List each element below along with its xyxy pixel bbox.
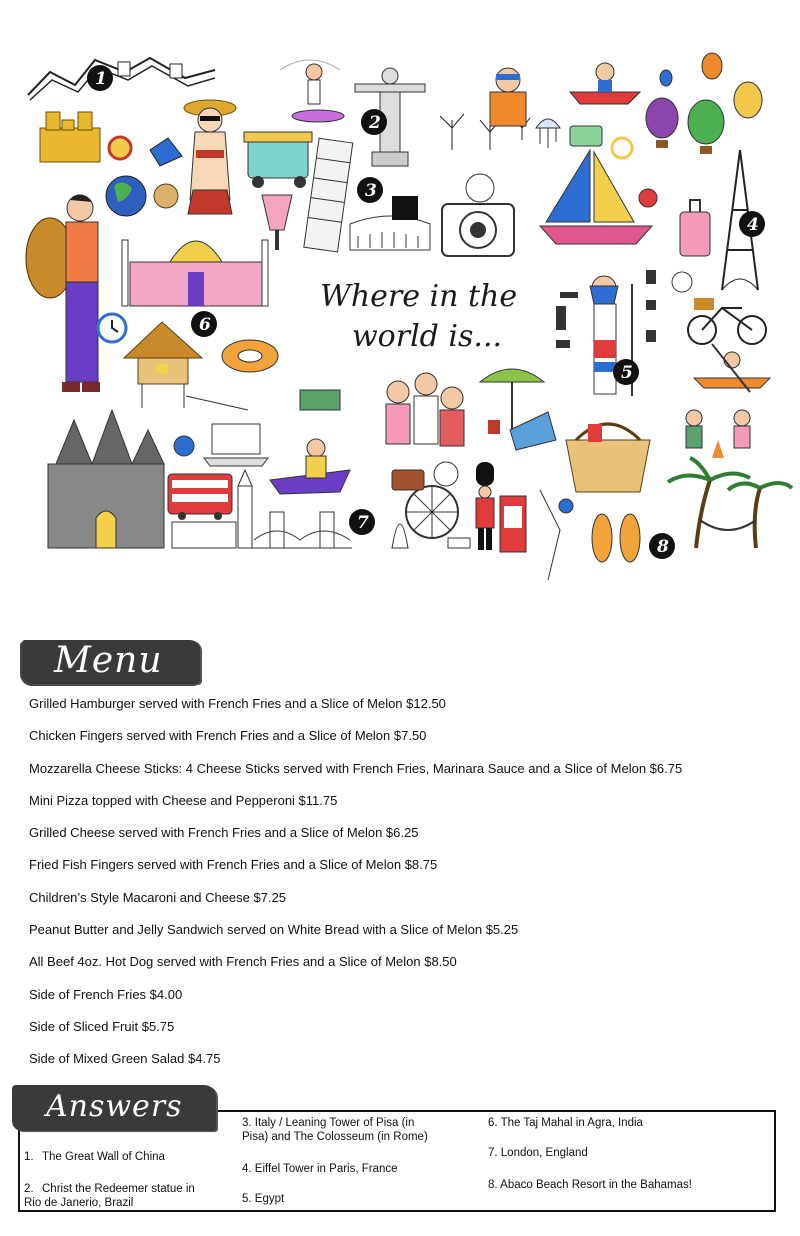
marker-6 bbox=[191, 311, 217, 337]
clock-icon bbox=[98, 314, 126, 342]
friends-icon bbox=[386, 373, 464, 446]
palm-tree-icon bbox=[668, 458, 792, 548]
parliament-icon bbox=[172, 522, 236, 548]
guard-icon bbox=[476, 462, 494, 550]
colosseum-icon bbox=[350, 216, 430, 250]
svg-text:3: 3 bbox=[365, 181, 377, 201]
menu-item: Side of Sliced Fruit $5.75 bbox=[29, 1018, 175, 1034]
answer-item: 2. Christ the Redeemer statue in Rio de Janerio, Brazil bbox=[24, 1183, 195, 1209]
photographer-icon bbox=[490, 68, 526, 126]
swim-ring-icon bbox=[222, 340, 278, 372]
answers-column-1 bbox=[24, 1150, 234, 1220]
phone-box-icon bbox=[500, 496, 526, 552]
menu-item: Grilled Cheese served with French Fries and a Slice of Melon $6.25 bbox=[29, 825, 419, 841]
beach-ball-icon bbox=[109, 137, 131, 159]
svg-text:6: 6 bbox=[199, 315, 211, 335]
answer-item: 8. Abaco Beach Resort in the Bahamas! bbox=[488, 1179, 692, 1191]
svg-text:4: 4 bbox=[747, 215, 759, 235]
menu-item: Children’s Style Macaroni and Cheese $7.25 bbox=[29, 889, 287, 905]
photo-icon bbox=[392, 196, 418, 220]
hot-air-balloon-icon bbox=[646, 53, 762, 154]
menu-item: Fried Fish Fingers served with French Fries and a Slice of Melon $8.75 bbox=[29, 857, 438, 873]
menu-item: Grilled Hamburger served with French Fries and a Slice of Melon $12.50 bbox=[29, 696, 446, 711]
answers-heading-banner bbox=[12, 1085, 216, 1131]
deck-chair-icon bbox=[480, 369, 556, 450]
bicycle-icon bbox=[688, 298, 766, 344]
london-eye-icon bbox=[406, 486, 458, 538]
credit-card-icon bbox=[570, 126, 602, 146]
menu-item: All Beef 4oz. Hot Dog served with French Fries and a Slice of Melon $8.50 bbox=[29, 954, 457, 970]
answer-item: 3. Italy / Leaning Tower of Pisa (in Pisa) and The Colosseum (in Rome) bbox=[242, 1117, 428, 1143]
kayak-icon bbox=[694, 344, 770, 392]
marker-1 bbox=[87, 65, 113, 91]
sailboat-icon bbox=[540, 150, 652, 244]
answers-column-2 bbox=[242, 1116, 472, 1216]
marker-2 bbox=[361, 109, 387, 135]
sandcastle-icon bbox=[40, 112, 100, 162]
books-icon bbox=[300, 390, 340, 410]
bag-icon bbox=[392, 470, 424, 490]
taj-mahal-icon bbox=[122, 240, 268, 306]
sun-icon bbox=[612, 138, 632, 158]
tuk-tuk-icon bbox=[244, 132, 312, 188]
travel-illustration bbox=[0, 0, 800, 600]
castle-icon bbox=[48, 410, 164, 548]
suitcase-icon bbox=[680, 200, 710, 256]
leaning-tower-icon bbox=[304, 138, 353, 252]
answers-heading: Answers bbox=[46, 1089, 183, 1124]
double-decker-bus-icon bbox=[168, 474, 232, 520]
jetski-icon bbox=[570, 63, 640, 104]
menu-item: Mini Pizza topped with Cheese and Pepperoni $11.75 bbox=[29, 792, 338, 808]
marker-3 bbox=[357, 177, 383, 203]
menu-list bbox=[29, 694, 682, 1082]
menu-item: Mozzarella Cheese Sticks: 4 Cheese Sticks served with French Fries, Marinara Sauce and a Slice of Melon $6.75 bbox=[29, 760, 683, 776]
flip-flops-icon bbox=[592, 514, 640, 562]
answer-item: 5. Egypt bbox=[242, 1193, 285, 1205]
hammock-icon bbox=[700, 520, 756, 530]
marker-5 bbox=[613, 359, 639, 385]
campfire-icon bbox=[686, 410, 750, 458]
marker-7 bbox=[349, 509, 375, 535]
gherkin-icon bbox=[392, 524, 408, 548]
hieroglyphs-icon bbox=[556, 270, 692, 348]
tower-bridge-icon bbox=[252, 512, 352, 548]
menu-item: Side of Mixed Green Salad $4.75 bbox=[29, 1051, 221, 1067]
menu-item: Chicken Fingers served with French Fries and a Slice of Melon $7.50 bbox=[29, 728, 427, 744]
tagline-line2: world is... bbox=[352, 319, 503, 354]
svg-text:1: 1 bbox=[95, 69, 107, 89]
menu-item: Side of French Fries $4.00 bbox=[29, 986, 183, 1002]
marker-4 bbox=[747, 215, 759, 235]
menu-item: Peanut Butter and Jelly Sandwich served on White Bread with a Slice of Melon $5.25 bbox=[29, 922, 519, 938]
answer-item: 6. The Taj Mahal in Agra, India bbox=[488, 1117, 643, 1129]
menu-heading: Menu bbox=[54, 640, 163, 681]
svg-text:2: 2 bbox=[369, 113, 381, 133]
concert-icon bbox=[270, 439, 350, 494]
answer-item: 4. Eiffel Tower in Paris, France bbox=[242, 1163, 398, 1175]
tagline-line1: Where in the bbox=[320, 279, 518, 314]
jellyfish-icon bbox=[536, 119, 560, 148]
svg-text:5: 5 bbox=[621, 363, 633, 383]
tourist-girl-icon bbox=[184, 100, 236, 214]
marker-8 bbox=[649, 533, 675, 559]
crab-icon bbox=[639, 189, 657, 207]
answers-column-3 bbox=[488, 1116, 758, 1216]
backpacker-icon bbox=[26, 194, 100, 392]
surfer-icon bbox=[280, 60, 344, 122]
camera-icon bbox=[442, 174, 514, 256]
svg-text:7: 7 bbox=[357, 513, 369, 533]
great-wall-icon bbox=[28, 58, 215, 100]
answer-item: 7. London, England bbox=[488, 1147, 588, 1159]
big-ben-icon bbox=[238, 470, 252, 548]
laptop-icon bbox=[204, 424, 268, 466]
breakfast-icon bbox=[434, 462, 458, 486]
climber-icon bbox=[540, 490, 560, 580]
menu-heading-banner bbox=[22, 640, 200, 684]
svg-text:8: 8 bbox=[657, 537, 669, 557]
picnic-basket-icon bbox=[566, 424, 650, 492]
answer-item: 1. The Great Wall of China bbox=[24, 1151, 165, 1163]
